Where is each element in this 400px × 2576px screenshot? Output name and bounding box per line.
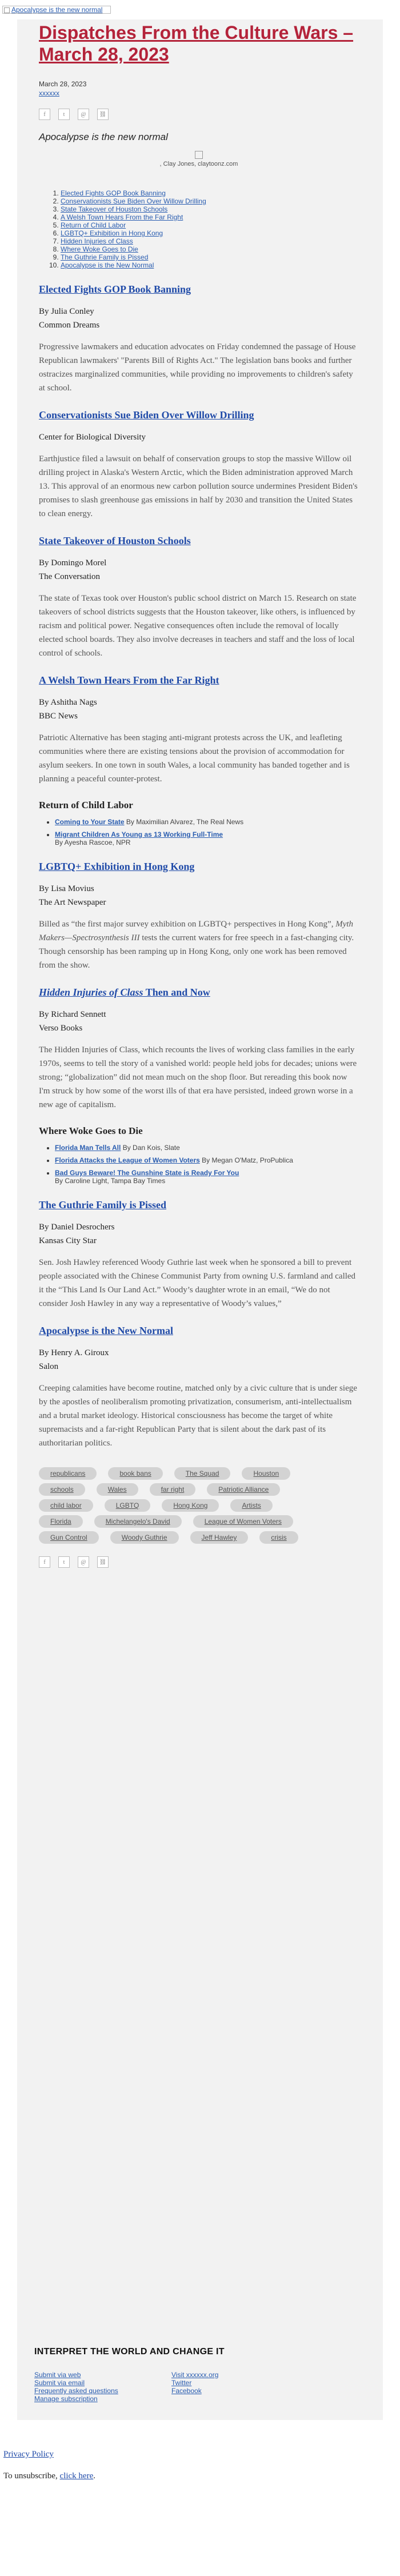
article-author: By Julia Conley: [39, 307, 94, 316]
article-author: By Domingo Morel: [39, 558, 107, 568]
footer-link[interactable]: Visit xxxxxx.org: [171, 2371, 219, 2379]
article-summary: [39, 917, 359, 972]
privacy-policy-link[interactable]: Privacy Policy: [3, 2450, 54, 2459]
list-item-link[interactable]: Florida Attacks the League of Women Voters: [55, 1156, 200, 1164]
section-heading: Where Woke Goes to Die: [39, 1125, 143, 1136]
tag-pill[interactable]: Hong Kong: [162, 1499, 219, 1512]
title-rest: Then and Now: [143, 987, 210, 998]
list-item-source: By Caroline Light, Tampa Bay Times: [55, 1177, 166, 1185]
list-item-link[interactable]: Coming to Your State: [55, 818, 125, 826]
tag-pill[interactable]: book bans: [108, 1467, 162, 1480]
article-summary: The state of Texas took over Houston's public school district on March 15. Research on state takeovers of school districts suggests that the Houston takeover, like others, is influenced by racism and political power. Negative consequences often include the removal of locally elected school boards. They also involve decreases in teachers and staff and the loss of local control of schools.: [39, 594, 357, 658]
tag-pill[interactable]: Houston: [242, 1467, 290, 1480]
article-meta: [39, 305, 359, 332]
toc-link[interactable]: A Welsh Town Hears From the Far Right: [61, 213, 183, 221]
footer-links-left: [34, 2371, 171, 2403]
article-author: By Lisa Movius: [39, 884, 94, 893]
article-houston-schools: [39, 534, 359, 660]
article-book-banning: [39, 283, 359, 395]
list-item: [55, 1169, 359, 1185]
footer-link[interactable]: Facebook: [171, 2387, 202, 2395]
article-source: Center for Biological Diversity: [39, 433, 146, 442]
article-hidden-injuries: [39, 986, 359, 1112]
tag-pill[interactable]: Michelangelo's David: [94, 1515, 182, 1528]
footer-link[interactable]: Frequently asked questions: [34, 2387, 118, 2395]
footer-link[interactable]: Submit via web: [34, 2371, 81, 2379]
list-item-source: By Megan O'Matz, ProPublica: [202, 1156, 293, 1164]
list-item-link[interactable]: Migrant Children As Young as 13 Working Full-Time: [55, 830, 223, 838]
twitter-icon[interactable]: t: [58, 1556, 70, 1568]
article-title[interactable]: A Welsh Town Hears From the Far Right: [39, 674, 219, 686]
tag-pill[interactable]: republicans: [39, 1467, 97, 1480]
email-share-icon[interactable]: @: [78, 109, 89, 120]
footer-links: [34, 2371, 354, 2403]
tag-pill[interactable]: LGBTQ: [105, 1499, 151, 1512]
article-summary: Progressive lawmakers and education advocates on Friday condemned the passage of House Republican lawmakers' "Parents Bill of Rights Act." The legislation bans books and further ostracizes marginalized communities, while providing no improvements to children's safety at school.: [39, 342, 356, 393]
email-share-icon[interactable]: @: [78, 1556, 89, 1568]
publish-date: March 28, 2023: [39, 80, 87, 88]
list-item: [55, 1156, 359, 1164]
article-guthrie: [39, 1199, 359, 1311]
toc-item: [61, 213, 359, 221]
article-title[interactable]: LGBTQ+ Exhibition in Hong Kong: [39, 861, 195, 872]
list-item: [55, 818, 359, 826]
tag-pill[interactable]: League of Women Voters: [193, 1515, 293, 1528]
tag-list: [39, 1467, 313, 1544]
toc-link[interactable]: Return of Child Labor: [61, 221, 126, 229]
tagline: Apocalypse is the new normal: [39, 131, 168, 142]
article-summary: Sen. Josh Hawley referenced Woody Guthrie last week when he sponsored a bill to prevent people associated with the Chinese Communist Party from owning U.S. farmland and called it the “This Land Is Our Land Act.” Woody’s daughter wrote in an email, “We do not consider Josh Hawley in any way a representative of Woody’s values,”: [39, 1258, 356, 1308]
page-title[interactable]: Dispatches From the Culture Wars – March 28, 2023: [39, 22, 354, 65]
article-welsh-town: [39, 674, 359, 786]
tag-pill[interactable]: Woody Guthrie: [110, 1531, 179, 1544]
toc-item: [61, 189, 359, 197]
article-apocalypse: [39, 1324, 359, 1450]
tag-pill[interactable]: Gun Control: [39, 1531, 99, 1544]
toc-item: [61, 245, 359, 253]
tag-pill[interactable]: schools: [39, 1483, 85, 1496]
list-item-source: By Dan Kois, Slate: [122, 1144, 180, 1152]
author-link[interactable]: xxxxxx: [39, 89, 59, 97]
unsubscribe-line: [3, 2471, 95, 2481]
tag-pill[interactable]: The Squad: [174, 1467, 231, 1480]
banner-image-link[interactable]: Apocalypse is the new normal: [2, 6, 111, 14]
list-item-link[interactable]: Florida Man Tells All: [55, 1144, 121, 1152]
article-summary: Creeping calamities have become routine, matched only by a civic culture that is under siege by the apostles of neoliberalism promoting privatization, consumerism, anti-intellectualism and a brutal market ideology. Historical consciousness has become the target of white supremacists and a far-right Republican Party that is silent about the dark past of its authoritarian politics.: [39, 1384, 357, 1448]
link-share-icon[interactable]: ⛓: [97, 109, 109, 120]
cartoon: [39, 151, 359, 167]
toc-item: [61, 229, 359, 237]
toc-item: [61, 237, 359, 245]
toc-link[interactable]: Where Woke Goes to Die: [61, 245, 138, 253]
tag-pill[interactable]: Wales: [97, 1483, 138, 1496]
toc-item: [61, 253, 359, 261]
toc-link[interactable]: Apocalypse is the New Normal: [61, 261, 154, 269]
cartoon-caption: , Clay Jones, claytoonz.com: [159, 161, 238, 167]
footer-link[interactable]: Manage subscription: [34, 2395, 98, 2403]
toc-link[interactable]: The Guthrie Family is Pissed: [61, 253, 149, 261]
facebook-icon[interactable]: f: [39, 109, 50, 120]
article-title[interactable]: Conservationists Sue Biden Over Willow Drilling: [39, 409, 254, 421]
tag-pill[interactable]: Jeff Hawley: [190, 1531, 249, 1544]
tag-pill[interactable]: crisis: [259, 1531, 298, 1544]
section-woke: [39, 1125, 359, 1185]
tag-pill[interactable]: Patriotic Alliance: [207, 1483, 280, 1496]
article-meta: [39, 1220, 359, 1248]
article-source: Verso Books: [39, 1024, 83, 1033]
article-summary: Patriotic Alternative has been staging anti-migrant protests across the UK, and leafleting communities where there are existing tensions about the provision of accommodation for asylum seekers. In one town in south Wales, a local community has banded together and is planning a peaceful counter-protest.: [39, 733, 350, 784]
list-item-source: By Maximilian Alvarez, The Real News: [126, 818, 244, 826]
facebook-icon[interactable]: f: [39, 1556, 50, 1568]
footer-link[interactable]: Submit via email: [34, 2379, 85, 2387]
toc-item: [61, 221, 359, 229]
article-source: The Art Newspaper: [39, 898, 106, 907]
article-author: By Daniel Desrochers: [39, 1223, 115, 1232]
list-item: [55, 1144, 359, 1152]
unsubscribe-link[interactable]: click here: [59, 2471, 94, 2481]
share-row-bottom: [39, 1556, 359, 1568]
unsubscribe-end: .: [93, 2471, 95, 2481]
table-of-contents: [45, 189, 359, 269]
article-summary: The Hidden Injuries of Class, which recounts the lives of working class families in the early 1970s, seems to tell the story of a vanished world: people held jobs for decades; unions were strong; “globalization” did not mean much on the shop floor. But rereading this book now I'm struck by how some of the worst ills of that era have persisted, indeed grown worse in a new age of capitalism.: [39, 1045, 357, 1109]
article-meta: [39, 696, 359, 723]
exhibition-title: Myth Makers—Spectrosynthesis III: [39, 920, 354, 942]
share-row-top: [39, 109, 359, 120]
article-author: By Henry A. Giroux: [39, 1348, 109, 1357]
tag-pill[interactable]: Artists: [230, 1499, 272, 1512]
article-author: By Ashitha Nags: [39, 698, 97, 707]
section-heading: Return of Child Labor: [39, 800, 133, 810]
tag-pill[interactable]: Florida: [39, 1515, 83, 1528]
toc-link[interactable]: State Takeover of Houston Schools: [61, 205, 168, 213]
newsletter-body: [17, 19, 383, 2420]
article-meta: [39, 556, 359, 584]
toc-item: [61, 205, 359, 213]
toc-item: [61, 197, 359, 205]
twitter-icon[interactable]: t: [58, 109, 70, 120]
footer-links-right: [171, 2371, 309, 2403]
footer-heading: INTERPRET THE WORLD AND CHANGE IT: [34, 2347, 225, 2357]
article-meta: [39, 430, 359, 444]
tag-pill[interactable]: far right: [150, 1483, 196, 1496]
unsubscribe-text: To unsubscribe,: [3, 2471, 60, 2481]
toc-link[interactable]: Elected Fights GOP Book Banning: [61, 189, 166, 197]
toc-link[interactable]: Conservationists Sue Biden Over Willow Drilling: [61, 197, 206, 205]
article-source: The Conversation: [39, 572, 101, 581]
list-item-link[interactable]: Bad Guys Beware! The Gunshine State is Ready For You: [55, 1169, 239, 1177]
article-title[interactable]: State Takeover of Houston Schools: [39, 535, 191, 546]
article-title[interactable]: The Guthrie Family is Pissed: [39, 1199, 167, 1211]
summary-text: tests the current waters for free speech in a fast-changing city. Though censorship has been ramping up in Hong Kong, only one work has been removed from the show.: [39, 933, 354, 970]
article-author: By Richard Sennett: [39, 1010, 106, 1019]
article-meta: [39, 1008, 359, 1035]
link-list: [39, 818, 359, 846]
article-meta: [39, 882, 359, 909]
section-child-labor: [39, 800, 359, 846]
article-title[interactable]: Elected Fights GOP Book Banning: [39, 283, 191, 295]
article-summary: Earthjustice filed a lawsuit on behalf of conservation groups to stop the massive Willow oil drilling project in Alaska's Western Arctic, which the Biden administration approved March 13. This approval of an enormous new carbon pollution source undermines President Biden's promises to slash greenhouse gas emissions in half by 2030 and transition the United States to clean energy.: [39, 454, 358, 518]
article-source: Salon: [39, 1362, 59, 1371]
toc-link[interactable]: Hidden Injuries of Class: [61, 237, 133, 245]
article-title[interactable]: Apocalypse is the New Normal: [39, 1325, 173, 1336]
toc-item: [61, 261, 359, 269]
broken-image-icon: [195, 151, 203, 159]
link-list: [39, 1144, 359, 1185]
article-source: Kansas City Star: [39, 1236, 97, 1245]
list-item-source: By Ayesha Rascoe, NPR: [55, 838, 131, 846]
list-item: [55, 830, 359, 846]
article-source: BBC News: [39, 712, 78, 721]
article-meta: [39, 1346, 359, 1373]
banner: [0, 0, 400, 19]
summary-text: Billed as “the first major survey exhibition on LGBTQ+ perspectives in Hong Kong”,: [39, 920, 336, 929]
footer-link[interactable]: Twitter: [171, 2379, 192, 2387]
tag-pill[interactable]: child labor: [39, 1499, 93, 1512]
toc-link[interactable]: LGBTQ+ Exhibition in Hong Kong: [61, 229, 163, 237]
article-source: Common Dreams: [39, 321, 100, 330]
article-willow-drilling: [39, 409, 359, 521]
title-emphasis: Hidden Injuries of Class: [39, 987, 143, 998]
article-title[interactable]: [39, 986, 359, 999]
article-hong-kong: [39, 860, 359, 972]
link-share-icon[interactable]: ⛓: [97, 1556, 109, 1568]
